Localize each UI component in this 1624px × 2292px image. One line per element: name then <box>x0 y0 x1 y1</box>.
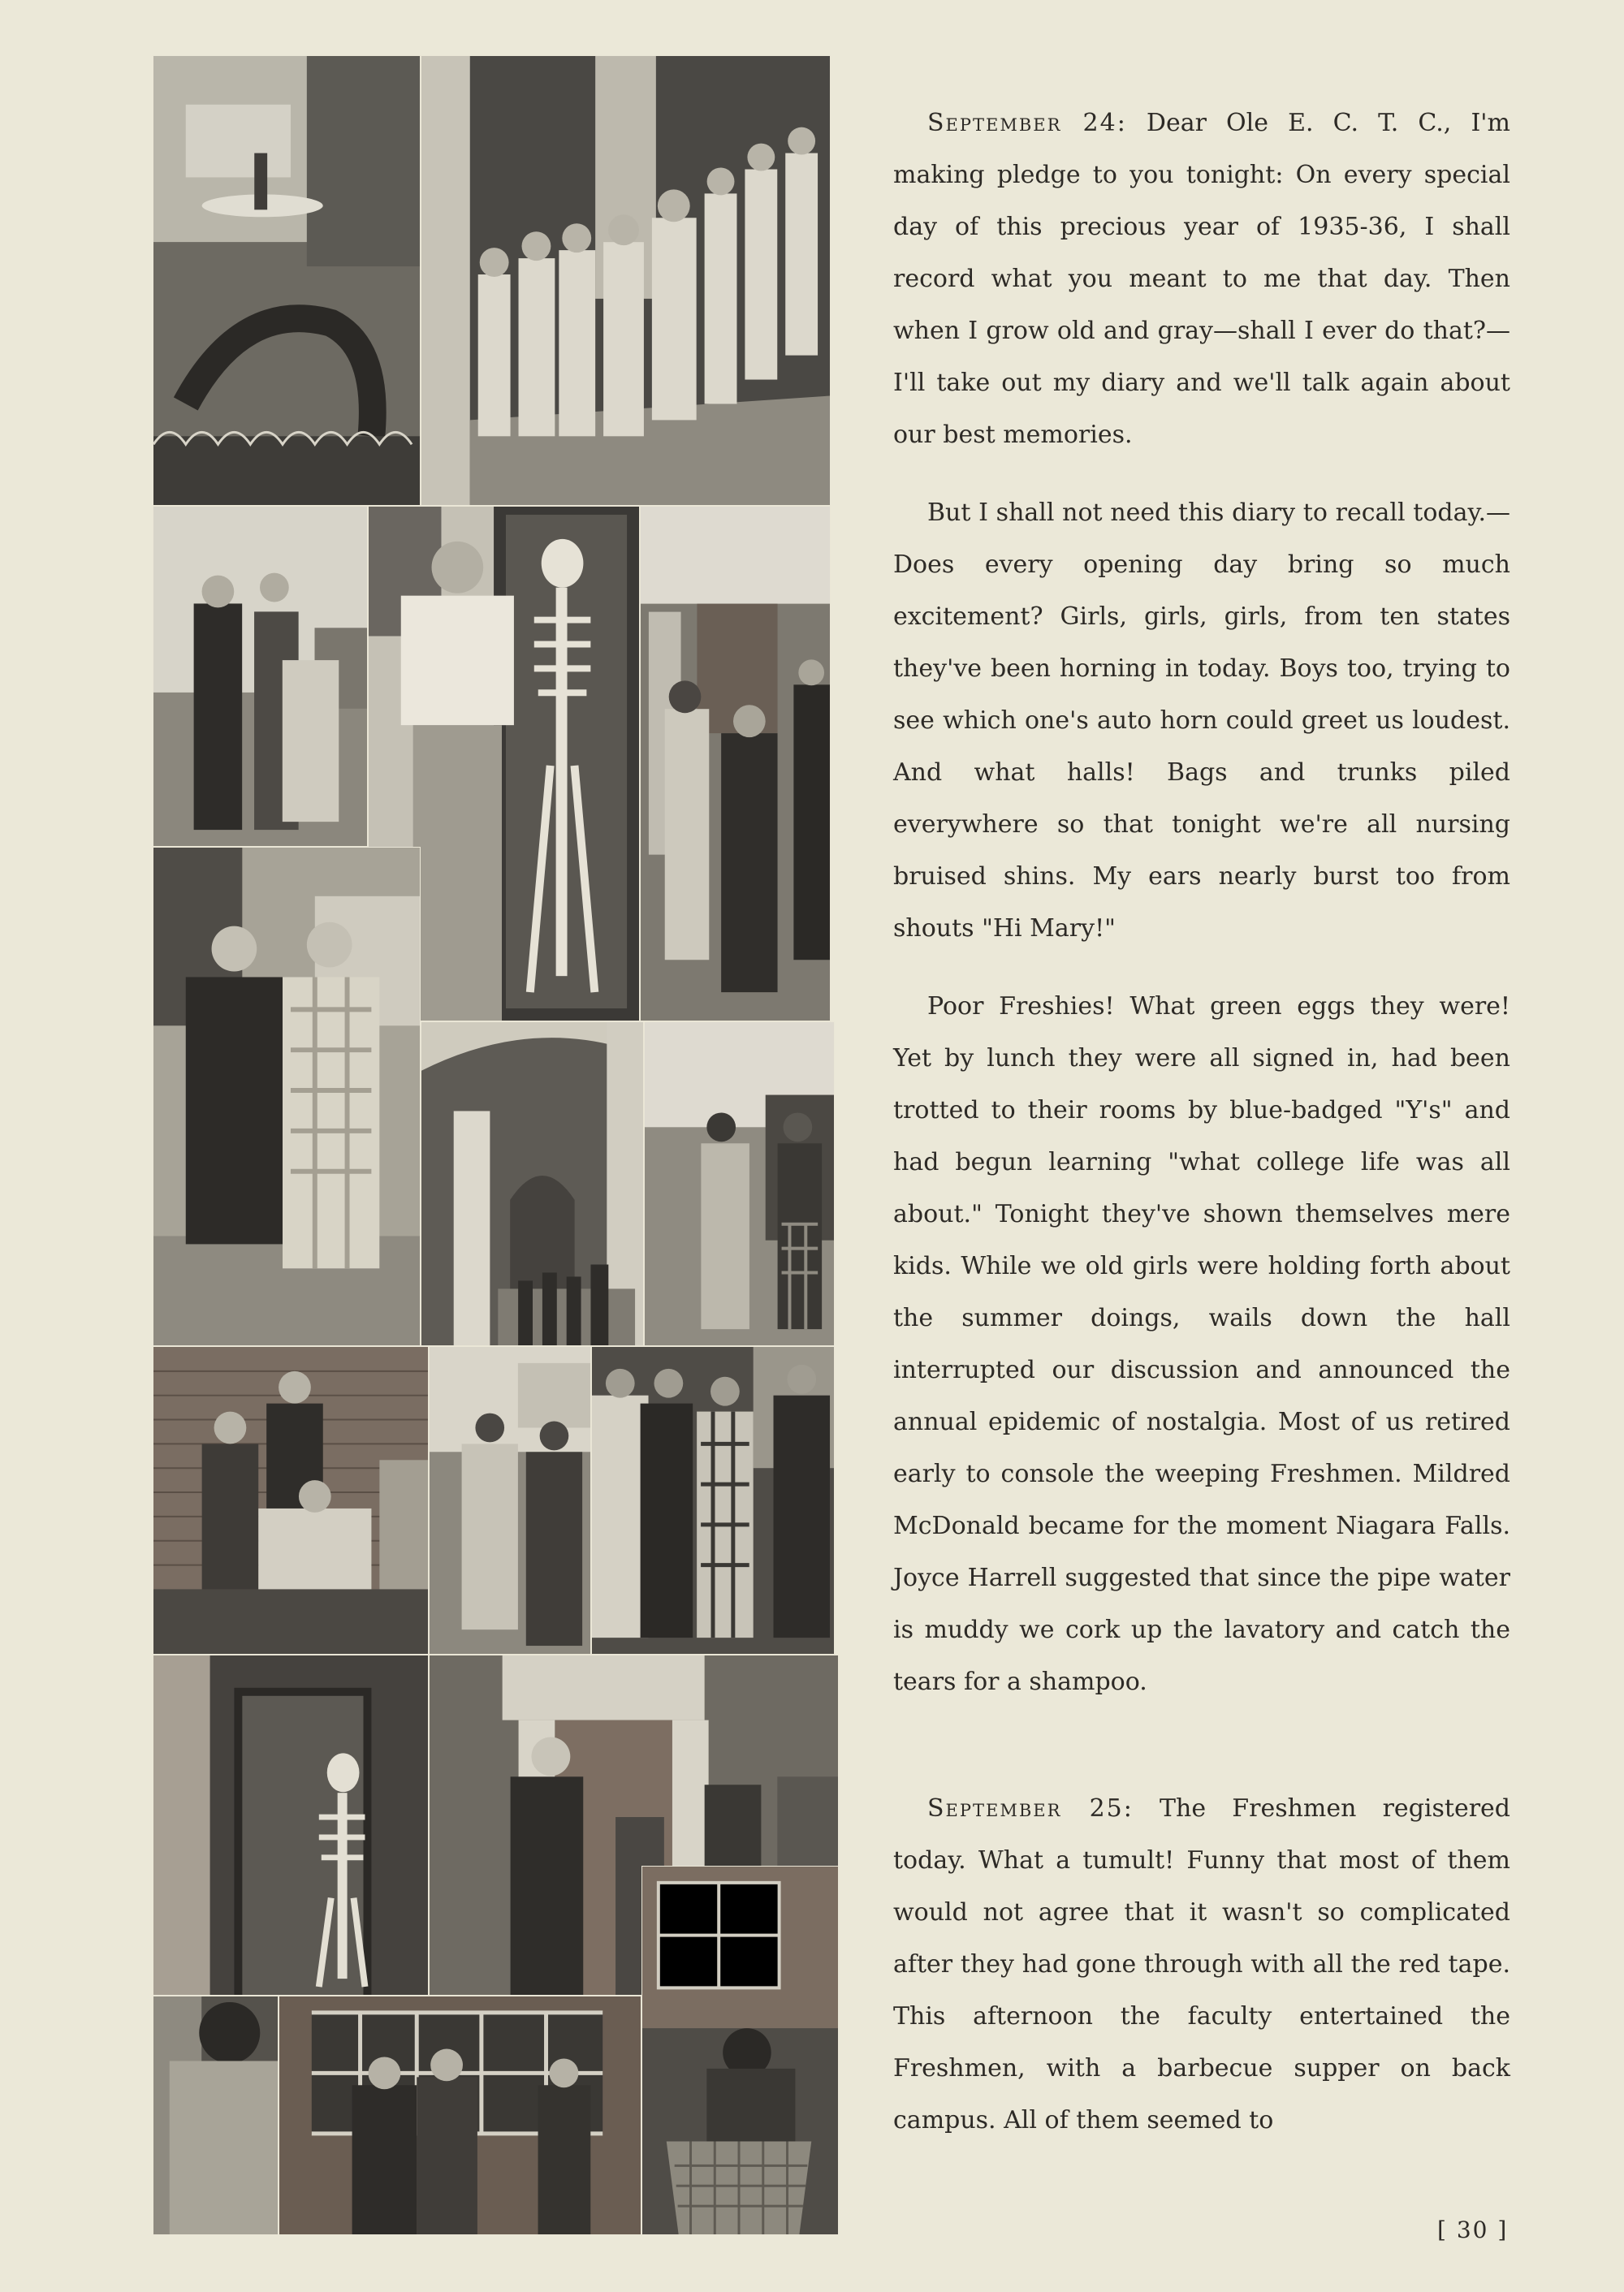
diary-text <box>893 97 1510 2147</box>
photo-fountain-handstand <box>153 55 421 506</box>
diary-body: Dear Ole E. C. T. C., I'm making pledge to you tonight: On every special day of this precious year of 1935-36, I shall record what you meant to me that day. Then when I grow old and gray—shall I ever do that?—I'll take out my diary and we'll talk again about our best memories. <box>893 109 1510 449</box>
page-number: [ 30 ] <box>1437 2216 1509 2243</box>
photo-girls-with-books <box>429 1346 591 1655</box>
diary-paragraph <box>893 487 1510 955</box>
photo-two-women-coats <box>153 847 421 1346</box>
photo-two-girls-outdoors <box>644 1021 835 1346</box>
diary-date: September 25: <box>927 1794 1134 1823</box>
diary-date: September 24: <box>927 109 1127 137</box>
diary-paragraph <box>893 981 1510 1708</box>
photo-building-arches <box>421 1021 644 1346</box>
photo-seated-woman <box>153 1996 279 2235</box>
photo-boys-at-window <box>279 1996 641 2235</box>
photo-girls-on-steps <box>421 55 831 506</box>
photo-laundry-basket <box>641 1866 839 2235</box>
diary-body: Poor Freshies! What green eggs they were! Yet by lunch they were all signed in, had been trotted to their rooms by blue-badged "Y's" and had begun learning "what college life was all about." Tonight they've shown themselves mere kids. While we old girls were holding forth about the summer doings, wails down the hall interrupted our discussion and announced the annual epidemic of nostalgia. Most of us retired early to console the weeping Freshmen. Mildred McDonald became for the moment Niagara Falls. Joyce Harrell suggested that since the pipe water is muddy we cork up the lavatory and catch the tears for a shampoo. <box>893 992 1510 1696</box>
photo-men-and-boy <box>153 506 368 847</box>
diary-body: But I shall not need this diary to recall today.—Does every opening day bring so much excitement? Girls, girls, girls, from ten states they've been horning in today. Boys too, trying to see which one's auto horn could greet us loudest. And what halls! Bags and trunks piled everywhere so that tonight we're all nursing bruised shins. My ears nearly burst too from shouts "Hi Mary!" <box>893 499 1510 943</box>
diary-body: The Freshmen registered today. What a tumult! Funny that most of them would not agree that it wasn't so complicated after they had gone through with all the red tape. This afternoon the faculty entertained the Freshmen, with a barbecue supper on back campus. All of them seemed to <box>893 1794 1510 2134</box>
diary-paragraph <box>893 1783 1510 2147</box>
photo-girls-by-columns <box>640 506 831 1021</box>
photo-skeleton-doorway <box>153 1655 429 1996</box>
diary-paragraph <box>893 97 1510 461</box>
photo-girls-group <box>591 1346 835 1655</box>
photo-brick-wall-group <box>153 1346 429 1655</box>
